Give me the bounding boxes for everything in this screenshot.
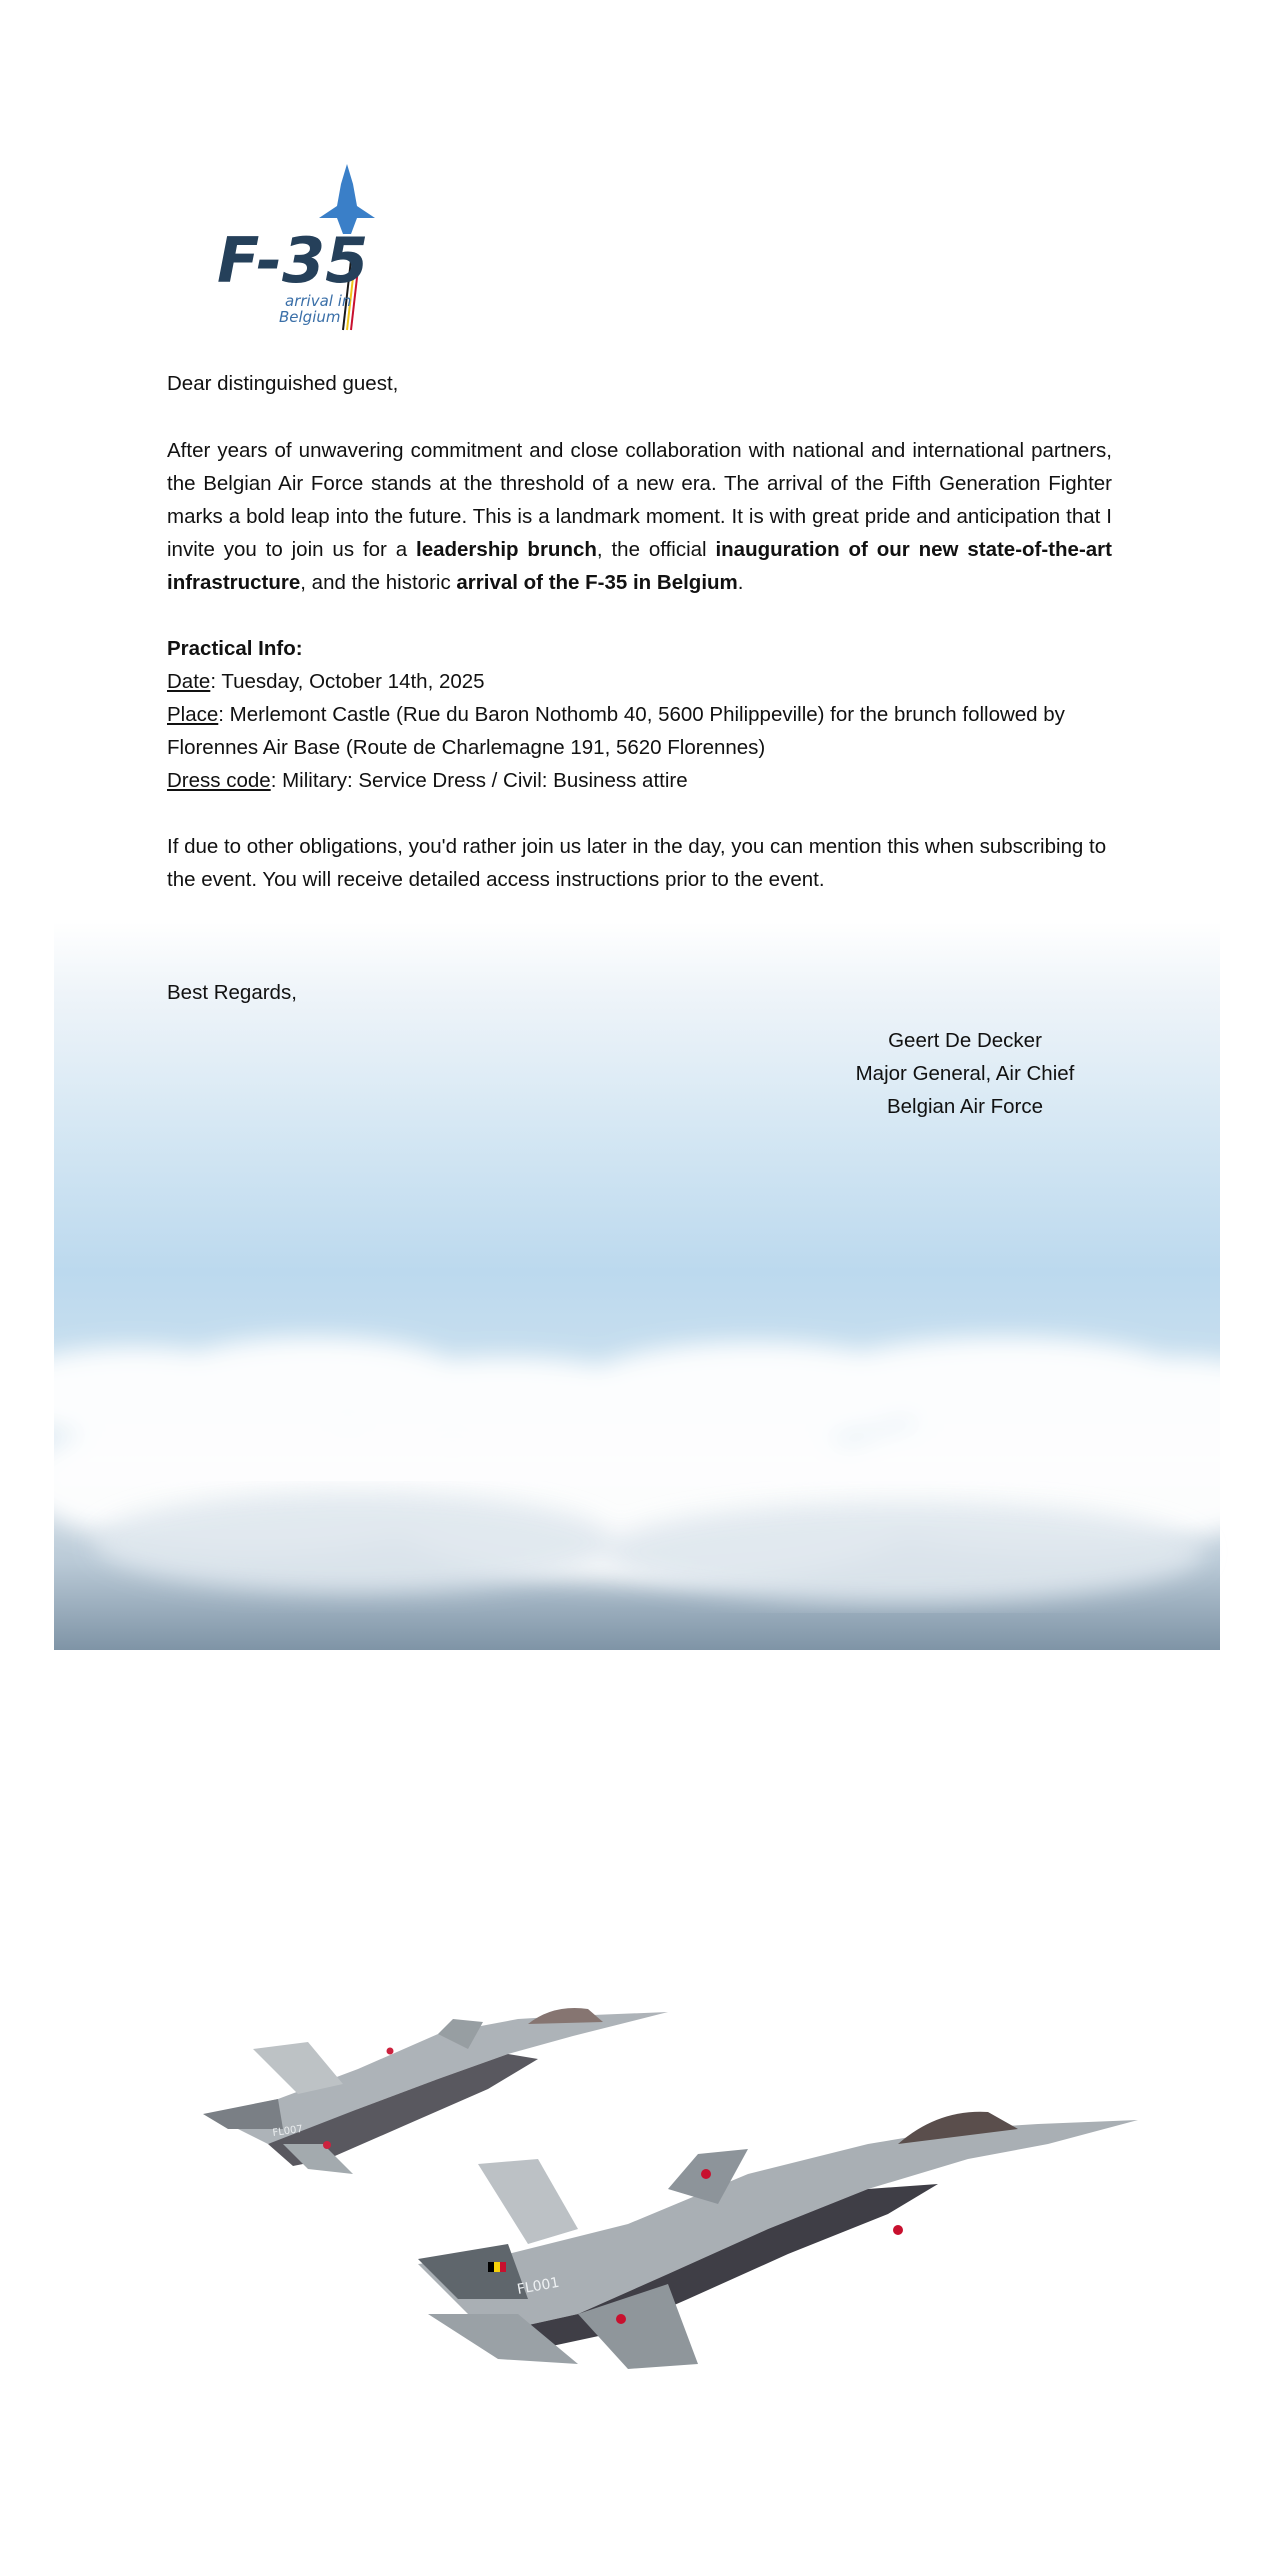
signature-organization: Belgian Air Force: [886, 1095, 1044, 1118]
rear-jet: [203, 2008, 668, 2174]
dress-value: : Military: Service Dress / Civil: Business attire: [270, 769, 688, 792]
intro-text-2: , the official: [596, 538, 716, 561]
logo-title: F-35: [217, 224, 369, 297]
f35-arrival-logo: [215, 160, 395, 340]
front-tail-code: FL001: [515, 2274, 561, 2298]
intro-bold-3: arrival of the F-35 in Belgium: [456, 571, 738, 594]
logo-subtitle-1: arrival in: [285, 292, 352, 310]
date-line: [167, 665, 1112, 698]
intro-paragraph: [167, 434, 1112, 599]
practical-info: [167, 632, 1112, 797]
intro-bold-2: inauguration of our new state-of-the-art infrastructure: [167, 538, 1112, 594]
practical-heading: Practical Info:: [167, 637, 303, 660]
f35-jets-illustration: [108, 1844, 1274, 2572]
closing: Best Regards,: [167, 981, 297, 1004]
intro-bold-1: leadership brunch: [416, 538, 597, 561]
place-label: Place: [167, 703, 219, 726]
place-line: [167, 698, 1112, 764]
dress-line: [167, 764, 1112, 797]
greeting: Dear distinguished guest,: [167, 372, 399, 395]
dress-label: Dress code: [167, 769, 271, 792]
place-value: : Merlemont Castle (Rue du Baron Nothomb 40, 5600 Philippeville) for the brunch followed by Florennes Air Base (Route de Charlemagne 191, 5620 Florennes): [167, 703, 1065, 759]
date-label: Date: [167, 670, 211, 693]
signature-rank: Major General, Air Chief: [855, 1062, 1075, 1085]
intro-text-4: .: [737, 571, 744, 594]
later-note: If due to other obligations, you'd rather join us later in the day, you can mention this when subscribing to the event. You will receive detailed access instructions prior to the event.: [167, 835, 1107, 891]
intro-text-1: After years of unwavering commitment and close collaboration with national and international partners, the Belgian Air Force stands at the threshold of a new era. The arrival of the Fifth Generation Fighter marks a bold leap into the future. This is a landmark moment. It is with great pride and anticipation that I invite you to join us for a: [167, 439, 1112, 561]
date-value: : Tuesday, October 14th, 2025: [210, 670, 485, 693]
front-jet: [418, 2112, 1138, 2369]
signature-block: [820, 1024, 1110, 1123]
rear-tail-code: FL007: [271, 2123, 304, 2139]
intro-text-3: , and the historic: [300, 571, 457, 594]
signature-name: Geert De Decker: [888, 1029, 1042, 1052]
logo-subtitle-2: Belgium: [279, 308, 341, 326]
